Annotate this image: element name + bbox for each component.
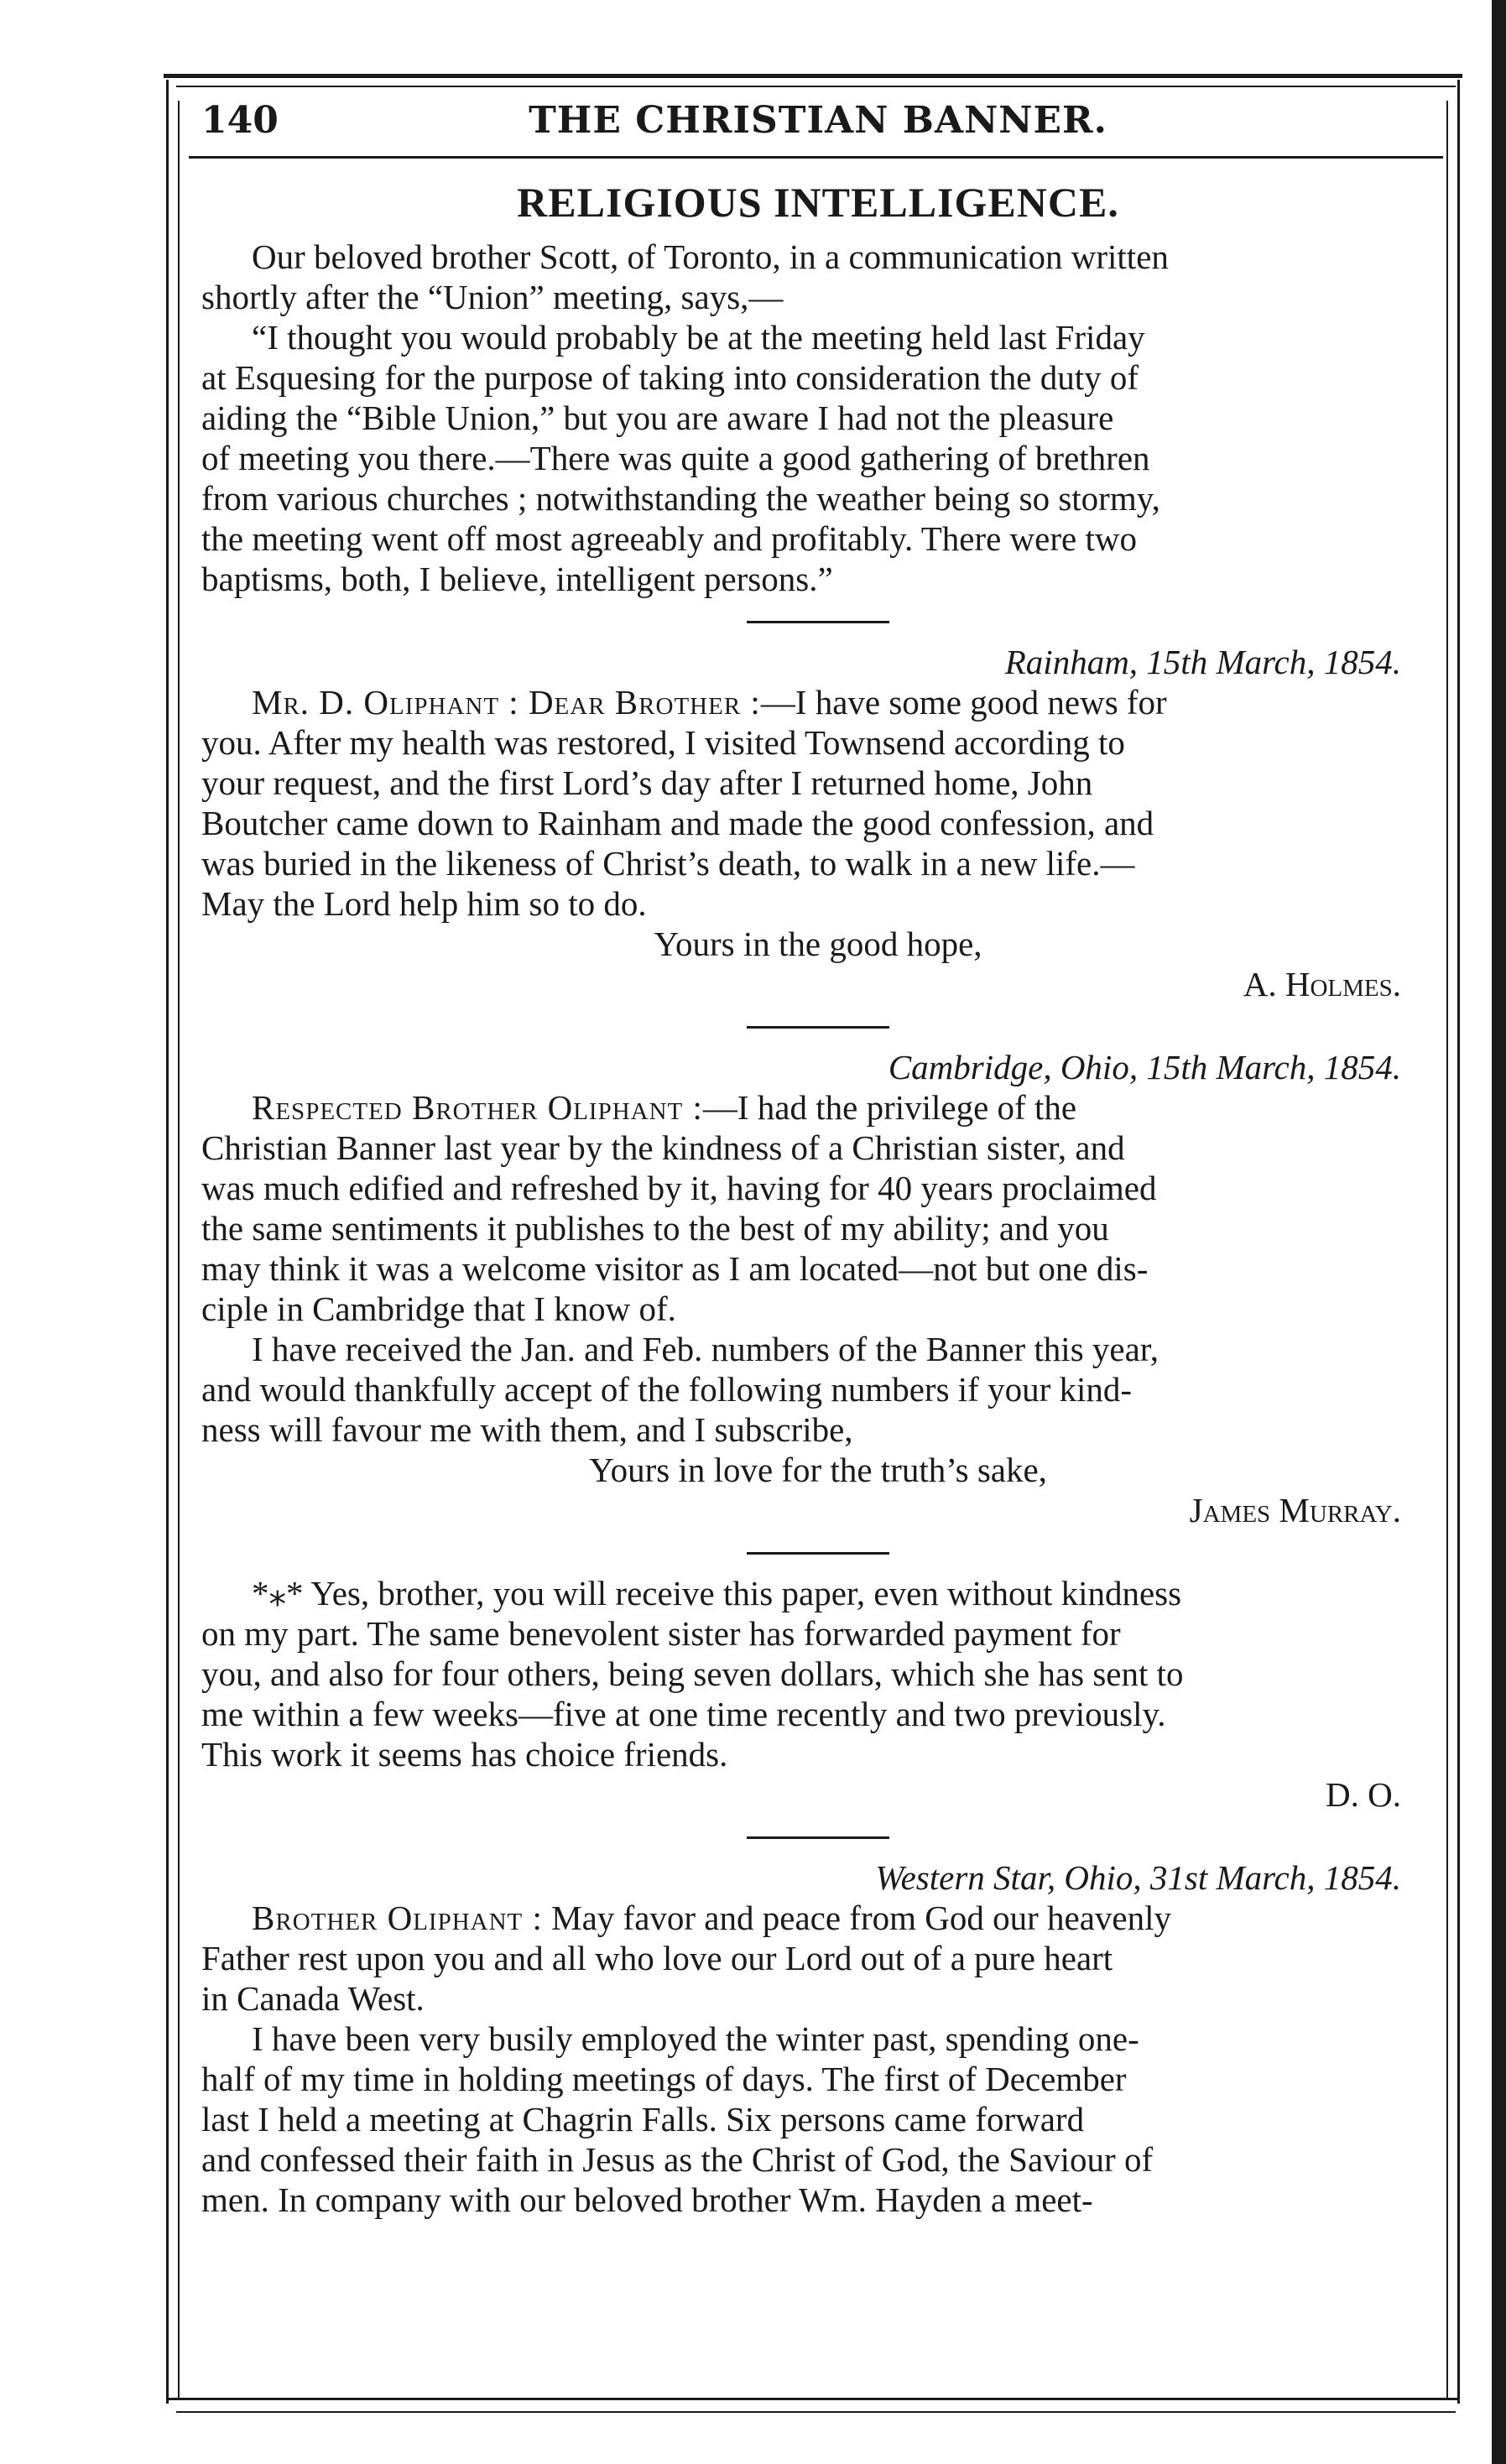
letter2-salutation: Respected Brother Oliphant :	[252, 1088, 703, 1127]
letter2-line: the same sentiments it publishes to the best of my ability; and you	[201, 1209, 1109, 1248]
left-rule	[166, 80, 169, 2404]
quote-line: at Esquesing for the purpose of taking into consideration the duty of	[201, 358, 1139, 397]
letter2-line: Christian Banner last year by the kindness of a Christian sister, and	[201, 1128, 1125, 1167]
letter1-line: —I have some good news for	[760, 683, 1167, 721]
running-title: THE CHRISTIAN BANNER.	[529, 99, 1107, 142]
letter2-line: ness will favour me with them, and I subscribe,	[201, 1410, 853, 1449]
separator-rule	[747, 1026, 889, 1029]
letter3-dateline: Western Star, Ohio, 31st March, 1854.	[875, 1858, 1401, 1897]
letter2-line: ciple in Cambridge that I know of.	[201, 1289, 676, 1328]
letter3-line: men. In company with our beloved brother Wm. Hayden a meet-	[201, 2180, 1093, 2219]
letter1-line: was buried in the likeness of Christ’s death, to walk in a new life.—	[201, 844, 1135, 883]
editor-note-line: on my part. The same benevolent sister has forwarded payment for	[201, 1614, 1121, 1653]
letter1-signature: A. Holmes.	[1243, 965, 1401, 1003]
letter2-line: may think it was a welcome visitor as I am located—not but one dis-	[201, 1249, 1149, 1288]
letter3-line: in Canada West.	[201, 1979, 425, 2018]
editor-note-signature: D. O.	[1326, 1775, 1401, 1814]
letter3-line: Father rest upon you and all who love our Lord out of a pure heart	[201, 1939, 1113, 1977]
letter2-closing: Yours in love for the truth’s sake,	[589, 1451, 1047, 1489]
article-body	[201, 237, 1435, 2220]
left-rule-thin	[178, 101, 180, 2399]
quote-line: from various churches ; notwithstanding the weather being so stormy,	[201, 479, 1160, 518]
editor-note-line: *⁎* Yes, brother, you will receive this paper, even without kindness	[252, 1574, 1182, 1612]
section-title: RELIGIOUS INTELLIGENCE.	[517, 179, 1119, 226]
page-edge-shadow	[1492, 0, 1506, 2464]
page-header	[201, 99, 1435, 149]
quote-line: aiding the “Bible Union,” but you are aware I had not the pleasure	[201, 399, 1114, 437]
top-rule	[164, 74, 1462, 78]
right-rule-thin	[1446, 101, 1448, 2399]
letter1-first-line	[201, 682, 1435, 722]
letter2-line: and would thankfully accept of the following numbers if your kind-	[201, 1370, 1133, 1409]
letter1-line: your request, and the first Lord’s day after I returned home, John	[201, 763, 1093, 802]
letter3-line: May favor and peace from God our heavenly	[542, 1899, 1171, 1937]
quote-line: the meeting went off most agreeably and profitably. There were two	[201, 519, 1137, 558]
editor-note-line: you, and also for four others, being seven dollars, which she has sent to	[201, 1654, 1184, 1693]
letter3-first-line	[201, 1898, 1435, 1938]
letter1-line: you. After my health was restored, I visited Townsend according to	[201, 723, 1125, 762]
right-rule	[1457, 80, 1460, 2404]
separator-rule	[747, 1836, 889, 1839]
intro-line: Our beloved brother Scott, of Toronto, in a communication written	[252, 237, 1169, 276]
editor-note-line: This work it seems has choice friends.	[201, 1735, 728, 1774]
bottom-rule	[168, 2398, 1460, 2400]
letter3-line: last I held a meeting at Chagrin Falls. Six persons came forward	[201, 2100, 1085, 2138]
quote-line: baptisms, both, I believe, intelligent persons.”	[201, 560, 833, 598]
header-rule	[189, 156, 1443, 159]
letter1-closing: Yours in the good hope,	[654, 925, 982, 963]
letter2-dateline: Cambridge, Ohio, 15th March, 1854.	[888, 1048, 1401, 1086]
letter3-line: I have been very busily employed the winter past, spending one-	[252, 2019, 1139, 2058]
letter2-line: was much edified and refreshed by it, having for 40 years proclaimed	[201, 1169, 1157, 1207]
letter3-salutation: Brother Oliphant :	[252, 1899, 543, 1937]
quote-line: “I thought you would probably be at the meeting held last Friday	[252, 318, 1145, 357]
letter2-line: —I had the privilege of the	[702, 1088, 1077, 1127]
separator-rule	[747, 621, 889, 623]
editor-note-line: me within a few weeks—five at one time recently and two previously.	[201, 1695, 1166, 1733]
letter1-dateline: Rainham, 15th March, 1854.	[1004, 643, 1401, 681]
letter1-salutation: Mr. D. Oliphant : Dear Brother :	[252, 683, 761, 721]
separator-rule	[747, 1552, 889, 1555]
quote-line: of meeting you there.—There was quite a good gathering of brethren	[201, 439, 1150, 477]
page-number: 140	[201, 99, 279, 142]
bottom-rule-thin	[176, 2411, 1456, 2413]
intro-line: shortly after the “Union” meeting, says,—	[201, 278, 784, 316]
top-rule-thin	[176, 86, 1456, 87]
letter2-line: I have received the Jan. and Feb. numbers of the Banner this year,	[252, 1330, 1159, 1368]
letter1-line: May the Lord help him so to do.	[201, 884, 647, 923]
letter3-line: half of my time in holding meetings of days. The first of December	[201, 2060, 1127, 2098]
letter2-first-line	[201, 1087, 1435, 1128]
letter3-line: and confessed their faith in Jesus as the Christ of God, the Saviour of	[201, 2140, 1154, 2179]
letter1-line: Boutcher came down to Rainham and made the good confession, and	[201, 804, 1154, 842]
letter2-signature: James Murray.	[1189, 1491, 1401, 1529]
